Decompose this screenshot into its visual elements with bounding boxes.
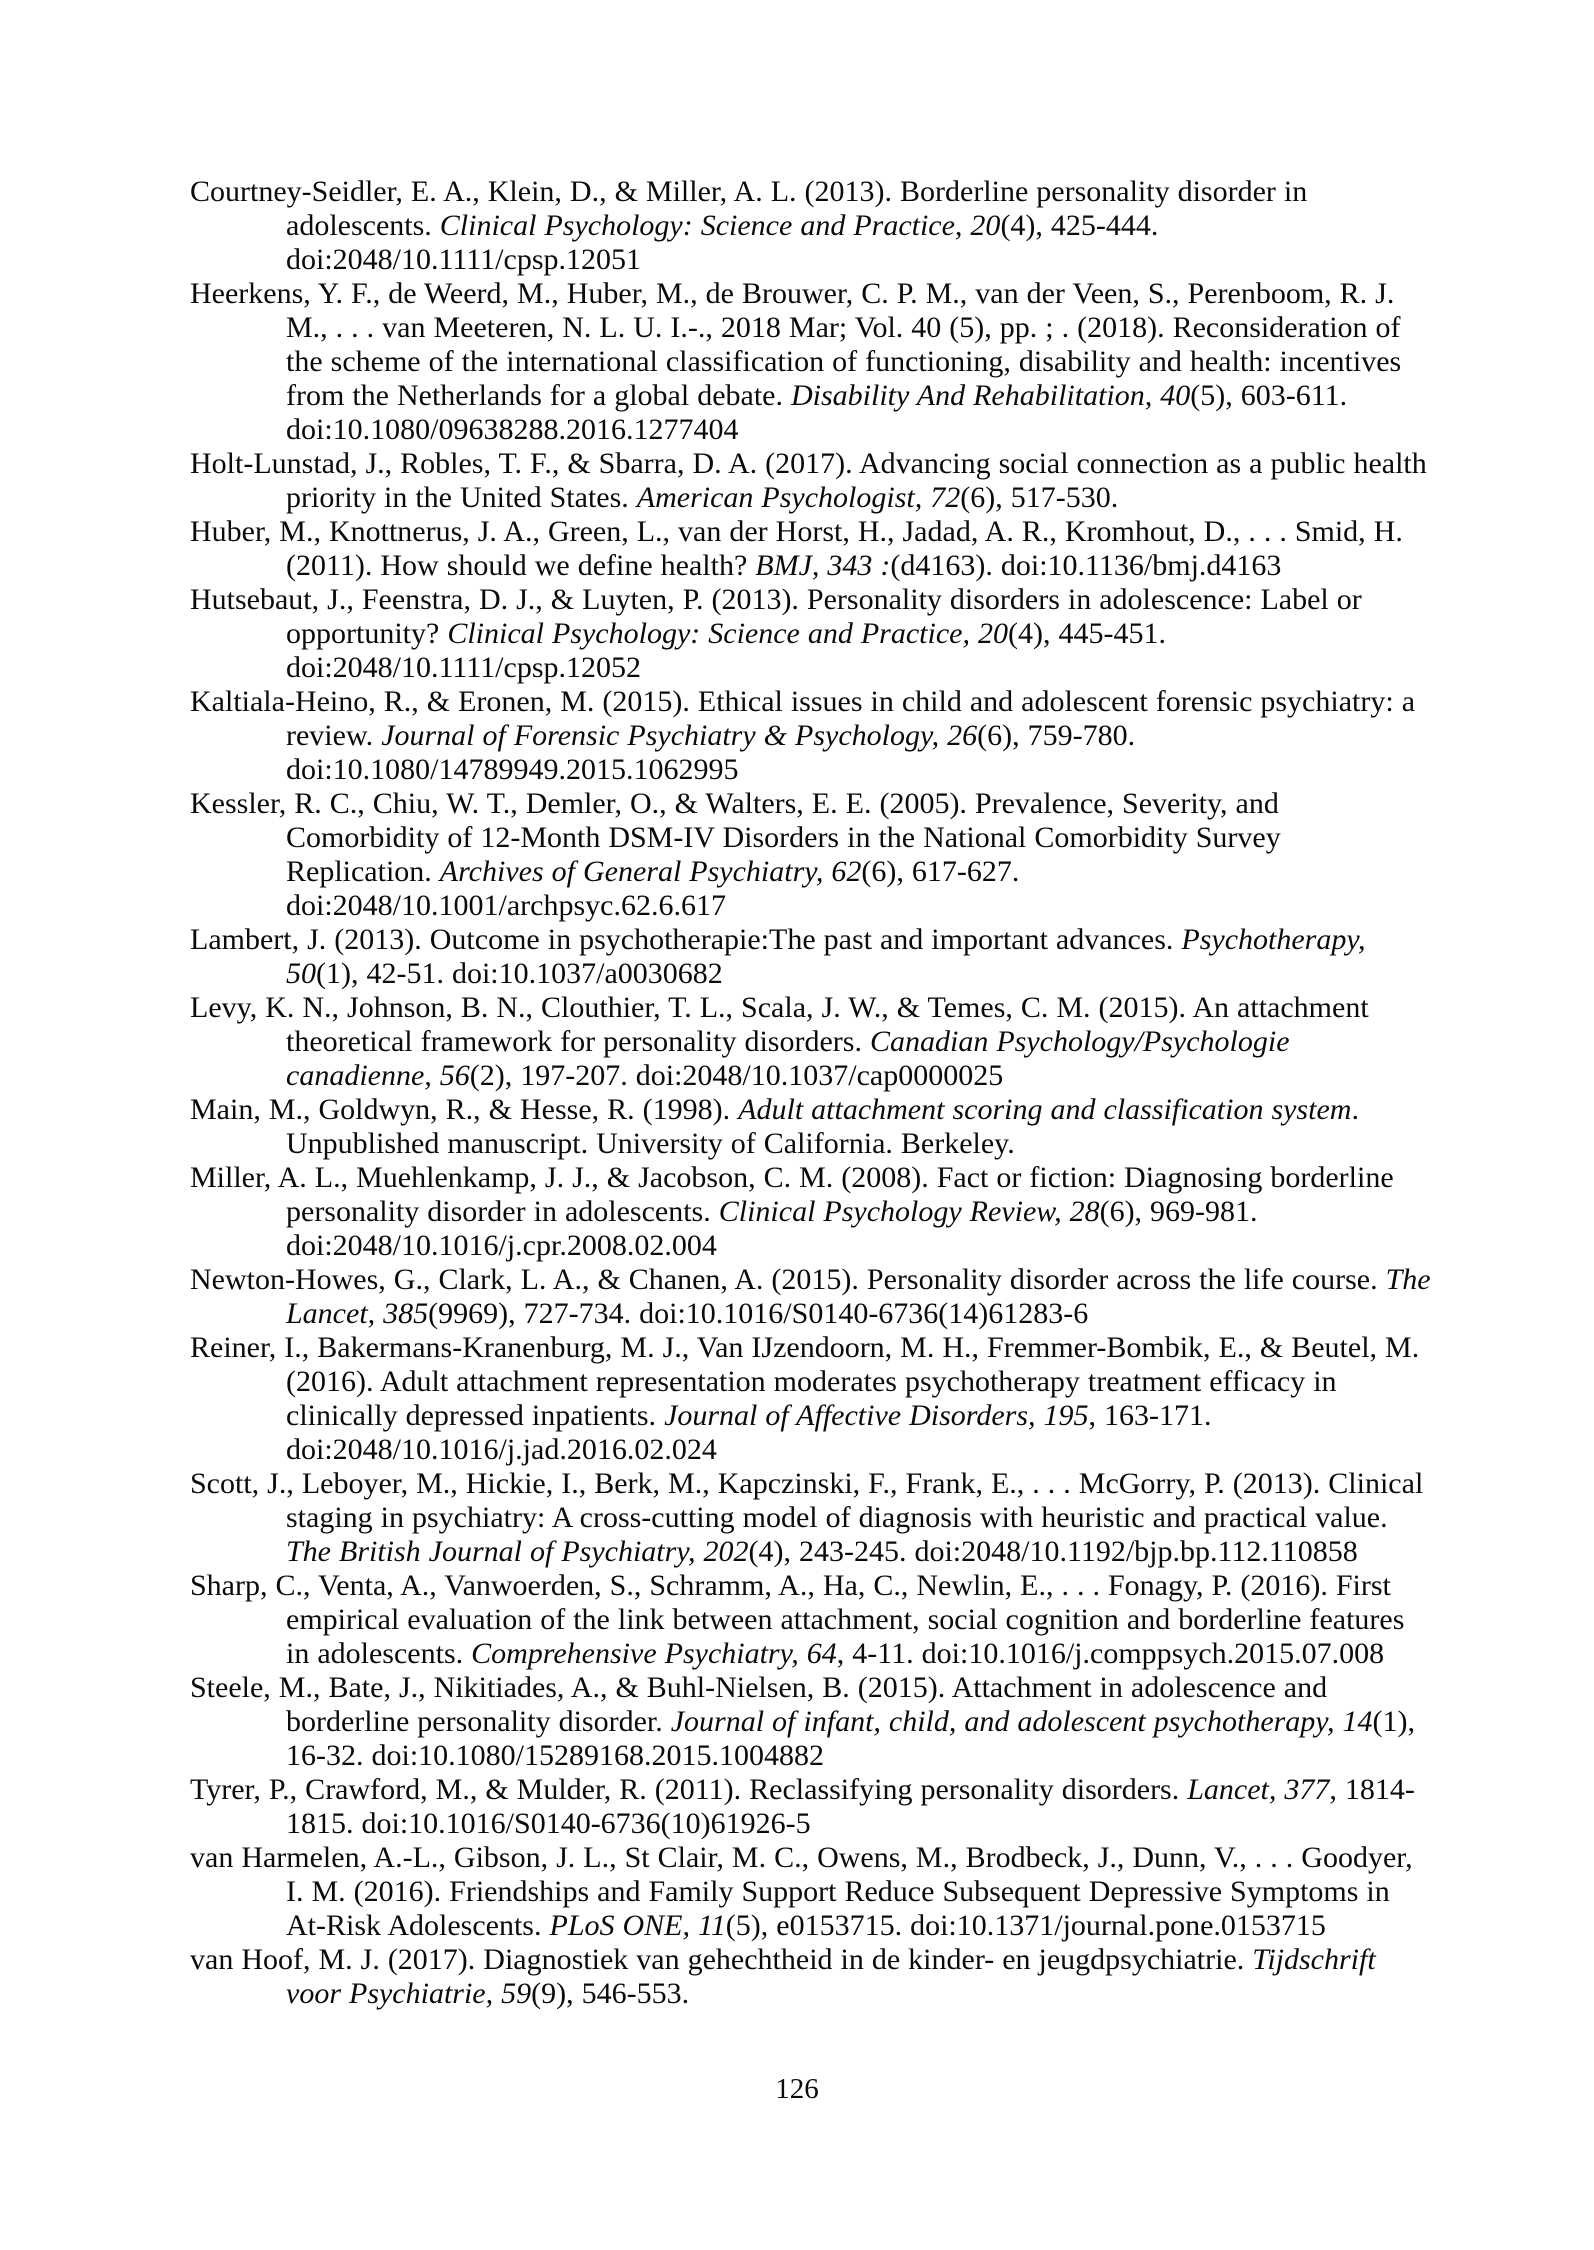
reference-text: , 1814-1815. doi:10.1016/S0140-6736(10)61926-5 — [286, 1773, 1415, 1840]
reference-text: (4), 243-245. doi:2048/10.1192/bjp.bp.112.110858 — [748, 1535, 1358, 1568]
journal-title: Lancet, 377 — [1187, 1773, 1330, 1806]
journal-title: Journal of Affective Disorders, 195 — [664, 1399, 1089, 1432]
journal-title: Archives of General Psychiatry, 62 — [439, 855, 862, 888]
reference-text: Levy, K. N., Johnson, B. N., Clouthier, T. L., Scala, J. W., & Temes, C. M. (2015). An attachment theoretical framework for personality disorders. — [190, 991, 1369, 1058]
reference-entry — [190, 583, 1434, 685]
journal-title: Tijdschrift voor Psychiatrie, 59 — [286, 1943, 1376, 2010]
reference-entry — [190, 991, 1434, 1093]
journal-title: Canadian Psychology/Psychologie canadienne, 56 — [286, 1025, 1290, 1092]
reference-text: (4), 425-444. doi:2048/10.1111/cpsp.12051 — [286, 209, 1159, 276]
reference-text: , 4-11. doi:10.1016/j.comppsych.2015.07.008 — [836, 1637, 1385, 1670]
reference-text: Sharp, C., Venta, A., Vanwoerden, S., Schramm, A., Ha, C., Newlin, E., . . . Fonagy, P. (2016). First empirical evaluation of the link between attachment, social cognition and borderline features in adolescents. — [190, 1569, 1405, 1670]
reference-entry — [190, 175, 1434, 277]
journal-title: Comprehensive Psychiatry, 64 — [471, 1637, 837, 1670]
reference-entry — [190, 1569, 1434, 1671]
reference-text: (1), 16-32. doi:10.1080/15289168.2015.1004882 — [286, 1705, 1415, 1772]
reference-entry — [190, 685, 1434, 787]
journal-title: The British Journal of Psychiatry, 202 — [286, 1535, 749, 1568]
reference-text: (5), e0153715. doi:10.1371/journal.pone.0153715 — [725, 1909, 1326, 1942]
reference-entry — [190, 1671, 1434, 1773]
journal-title: Adult attachment scoring and classification system — [738, 1093, 1352, 1126]
reference-text: Huber, M., Knottnerus, J. A., Green, L., van der Horst, H., Jadad, A. R., Kromhout, D., . . . Smid, H. (2011). How should we define health? — [190, 515, 1403, 582]
reference-text: van Hoof, M. J. (2017). Diagnostiek van gehechtheid in de kinder- en jeugdpsychiatrie. — [190, 1943, 1253, 1976]
reference-text: Courtney-Seidler, E. A., Klein, D., & Miller, A. L. (2013). Borderline personality disorder in adolescents. — [190, 175, 1308, 242]
reference-text: Lambert, J. (2013). Outcome in psychotherapie:The past and important advances. — [190, 923, 1182, 956]
reference-text: Holt-Lunstad, J., Robles, T. F., & Sbarra, D. A. (2017). Advancing social connection as a public health priority in the United States. — [190, 447, 1427, 514]
reference-entry — [190, 277, 1434, 447]
reference-text: (1), 42-51. doi:10.1037/a0030682 — [316, 957, 723, 990]
journal-title: The Lancet, 385 — [286, 1263, 1431, 1330]
reference-entry — [190, 1467, 1434, 1569]
reference-text: Hutsebaut, J., Feenstra, D. J., & Luyten, P. (2013). Personality disorders in adolescence: Label or opportunity? — [190, 583, 1362, 650]
reference-entry — [190, 1093, 1434, 1161]
reference-text: , 163-171. doi:2048/10.1016/j.jad.2016.02.024 — [286, 1399, 1212, 1466]
references-list — [190, 175, 1434, 2011]
journal-title: Journal of infant, child, and adolescent psychotherapy, 14 — [670, 1705, 1373, 1738]
reference-text: Heerkens, Y. F., de Weerd, M., Huber, M., de Brouwer, C. P. M., van der Veen, S., Perenboom, R. J. M., . . . van Meeteren, N. L. U. I.-., 2018 Mar; Vol. 40 (5), pp. ; . (2018). Reconsideration of the scheme of the international classification of functioning, disability and health: incentives from the Netherlands for a global debate. — [190, 277, 1402, 412]
journal-title: Psychotherapy, 50 — [286, 923, 1366, 990]
reference-text: (6), 969-981. doi:2048/10.1016/j.cpr.2008.02.004 — [286, 1195, 1258, 1262]
reference-text: Scott, J., Leboyer, M., Hickie, I., Berk, M., Kapczinski, F., Frank, E., . . . McGorry, P. (2013). Clinical staging in psychiatry: A cross-cutting model of diagnosis with heuristic and practical value. — [190, 1467, 1424, 1534]
journal-title: PLoS ONE, 11 — [549, 1909, 726, 1942]
reference-text: (6), 517-530. — [960, 481, 1119, 514]
page-number: 126 — [775, 2073, 819, 2105]
reference-entry — [190, 1331, 1434, 1467]
reference-text: Main, M., Goldwyn, R., & Hesse, R. (1998). — [190, 1093, 739, 1126]
reference-text: Newton-Howes, G., Clark, L. A., & Chanen, A. (2015). Personality disorder across the life course. — [190, 1263, 1386, 1296]
reference-text: (9969), 727-734. doi:10.1016/S0140-6736(14)61283-6 — [428, 1297, 1089, 1330]
reference-text: . Unpublished manuscript. University of California. Berkeley. — [286, 1093, 1359, 1160]
reference-text: (5), 603-611. doi:10.1080/09638288.2016.1277404 — [286, 379, 1348, 446]
reference-text: Tyrer, P., Crawford, M., & Mulder, R. (2011). Reclassifying personality disorders. — [190, 1773, 1188, 1806]
reference-entry — [190, 447, 1434, 515]
reference-text: (4), 445-451. doi:2048/10.1111/cpsp.12052 — [286, 617, 1166, 684]
reference-entry — [190, 923, 1434, 991]
reference-text: Miller, A. L., Muehlenkamp, J. J., & Jacobson, C. M. (2008). Fact or fiction: Diagnosing borderline personality disorder in adolescents. — [190, 1161, 1394, 1228]
journal-title: BMJ, 343 : — [755, 549, 891, 582]
reference-text: Kaltiala-Heino, R., & Eronen, M. (2015). Ethical issues in child and adolescent forensic psychiatry: a review. — [190, 685, 1416, 752]
journal-title: Clinical Psychology: Science and Practice, 20 — [447, 617, 1008, 650]
reference-entry — [190, 1263, 1434, 1331]
journal-title: Journal of Forensic Psychiatry & Psychology, 26 — [381, 719, 978, 752]
journal-title: American Psychologist, 72 — [636, 481, 961, 514]
reference-text: (6), 617-627. doi:2048/10.1001/archpsyc.62.6.617 — [286, 855, 1020, 922]
reference-entry — [190, 1943, 1434, 2011]
reference-text: Reiner, I., Bakermans-Kranenburg, M. J., Van IJzendoorn, M. H., Fremmer-Bombik, E., & Beutel, M. (2016). Adult attachment representation moderates psychotherapy treatment efficacy in clinically depressed inpatients. — [190, 1331, 1420, 1432]
reference-entry — [190, 1841, 1434, 1943]
reference-text: (9), 546-553. — [531, 1977, 690, 2010]
reference-text: (d4163). doi:10.1136/bmj.d4163 — [890, 549, 1282, 582]
journal-title: Clinical Psychology: Science and Practice, 20 — [439, 209, 1001, 242]
reference-text: Kessler, R. C., Chiu, W. T., Demler, O., & Walters, E. E. (2005). Prevalence, Severity, and Comorbidity of 12-Month DSM-IV Disorders in the National Comorbidity Survey Replication. — [190, 787, 1281, 888]
journal-title: Disability And Rehabilitation, 40 — [790, 379, 1191, 412]
journal-title: Clinical Psychology Review, 28 — [718, 1195, 1100, 1228]
reference-entry — [190, 1161, 1434, 1263]
reference-text: van Harmelen, A.-L., Gibson, J. L., St Clair, M. C., Owens, M., Brodbeck, J., Dunn, V., . . . Goodyer, I. M. (2016). Friendships and Family Support Reduce Subsequent Depressive Symptoms in At-Risk Adolescents. — [190, 1841, 1413, 1942]
reference-entry — [190, 515, 1434, 583]
reference-text: (6), 759-780. doi:10.1080/14789949.2015.1062995 — [286, 719, 1136, 786]
reference-text: Steele, M., Bate, J., Nikitiades, A., & Buhl-Nielsen, B. (2015). Attachment in adolescence and borderline personality disorder. — [190, 1671, 1328, 1738]
reference-entry — [190, 1773, 1434, 1841]
reference-entry — [190, 787, 1434, 923]
reference-text: (2), 197-207. doi:2048/10.1037/cap0000025 — [469, 1059, 1004, 1092]
